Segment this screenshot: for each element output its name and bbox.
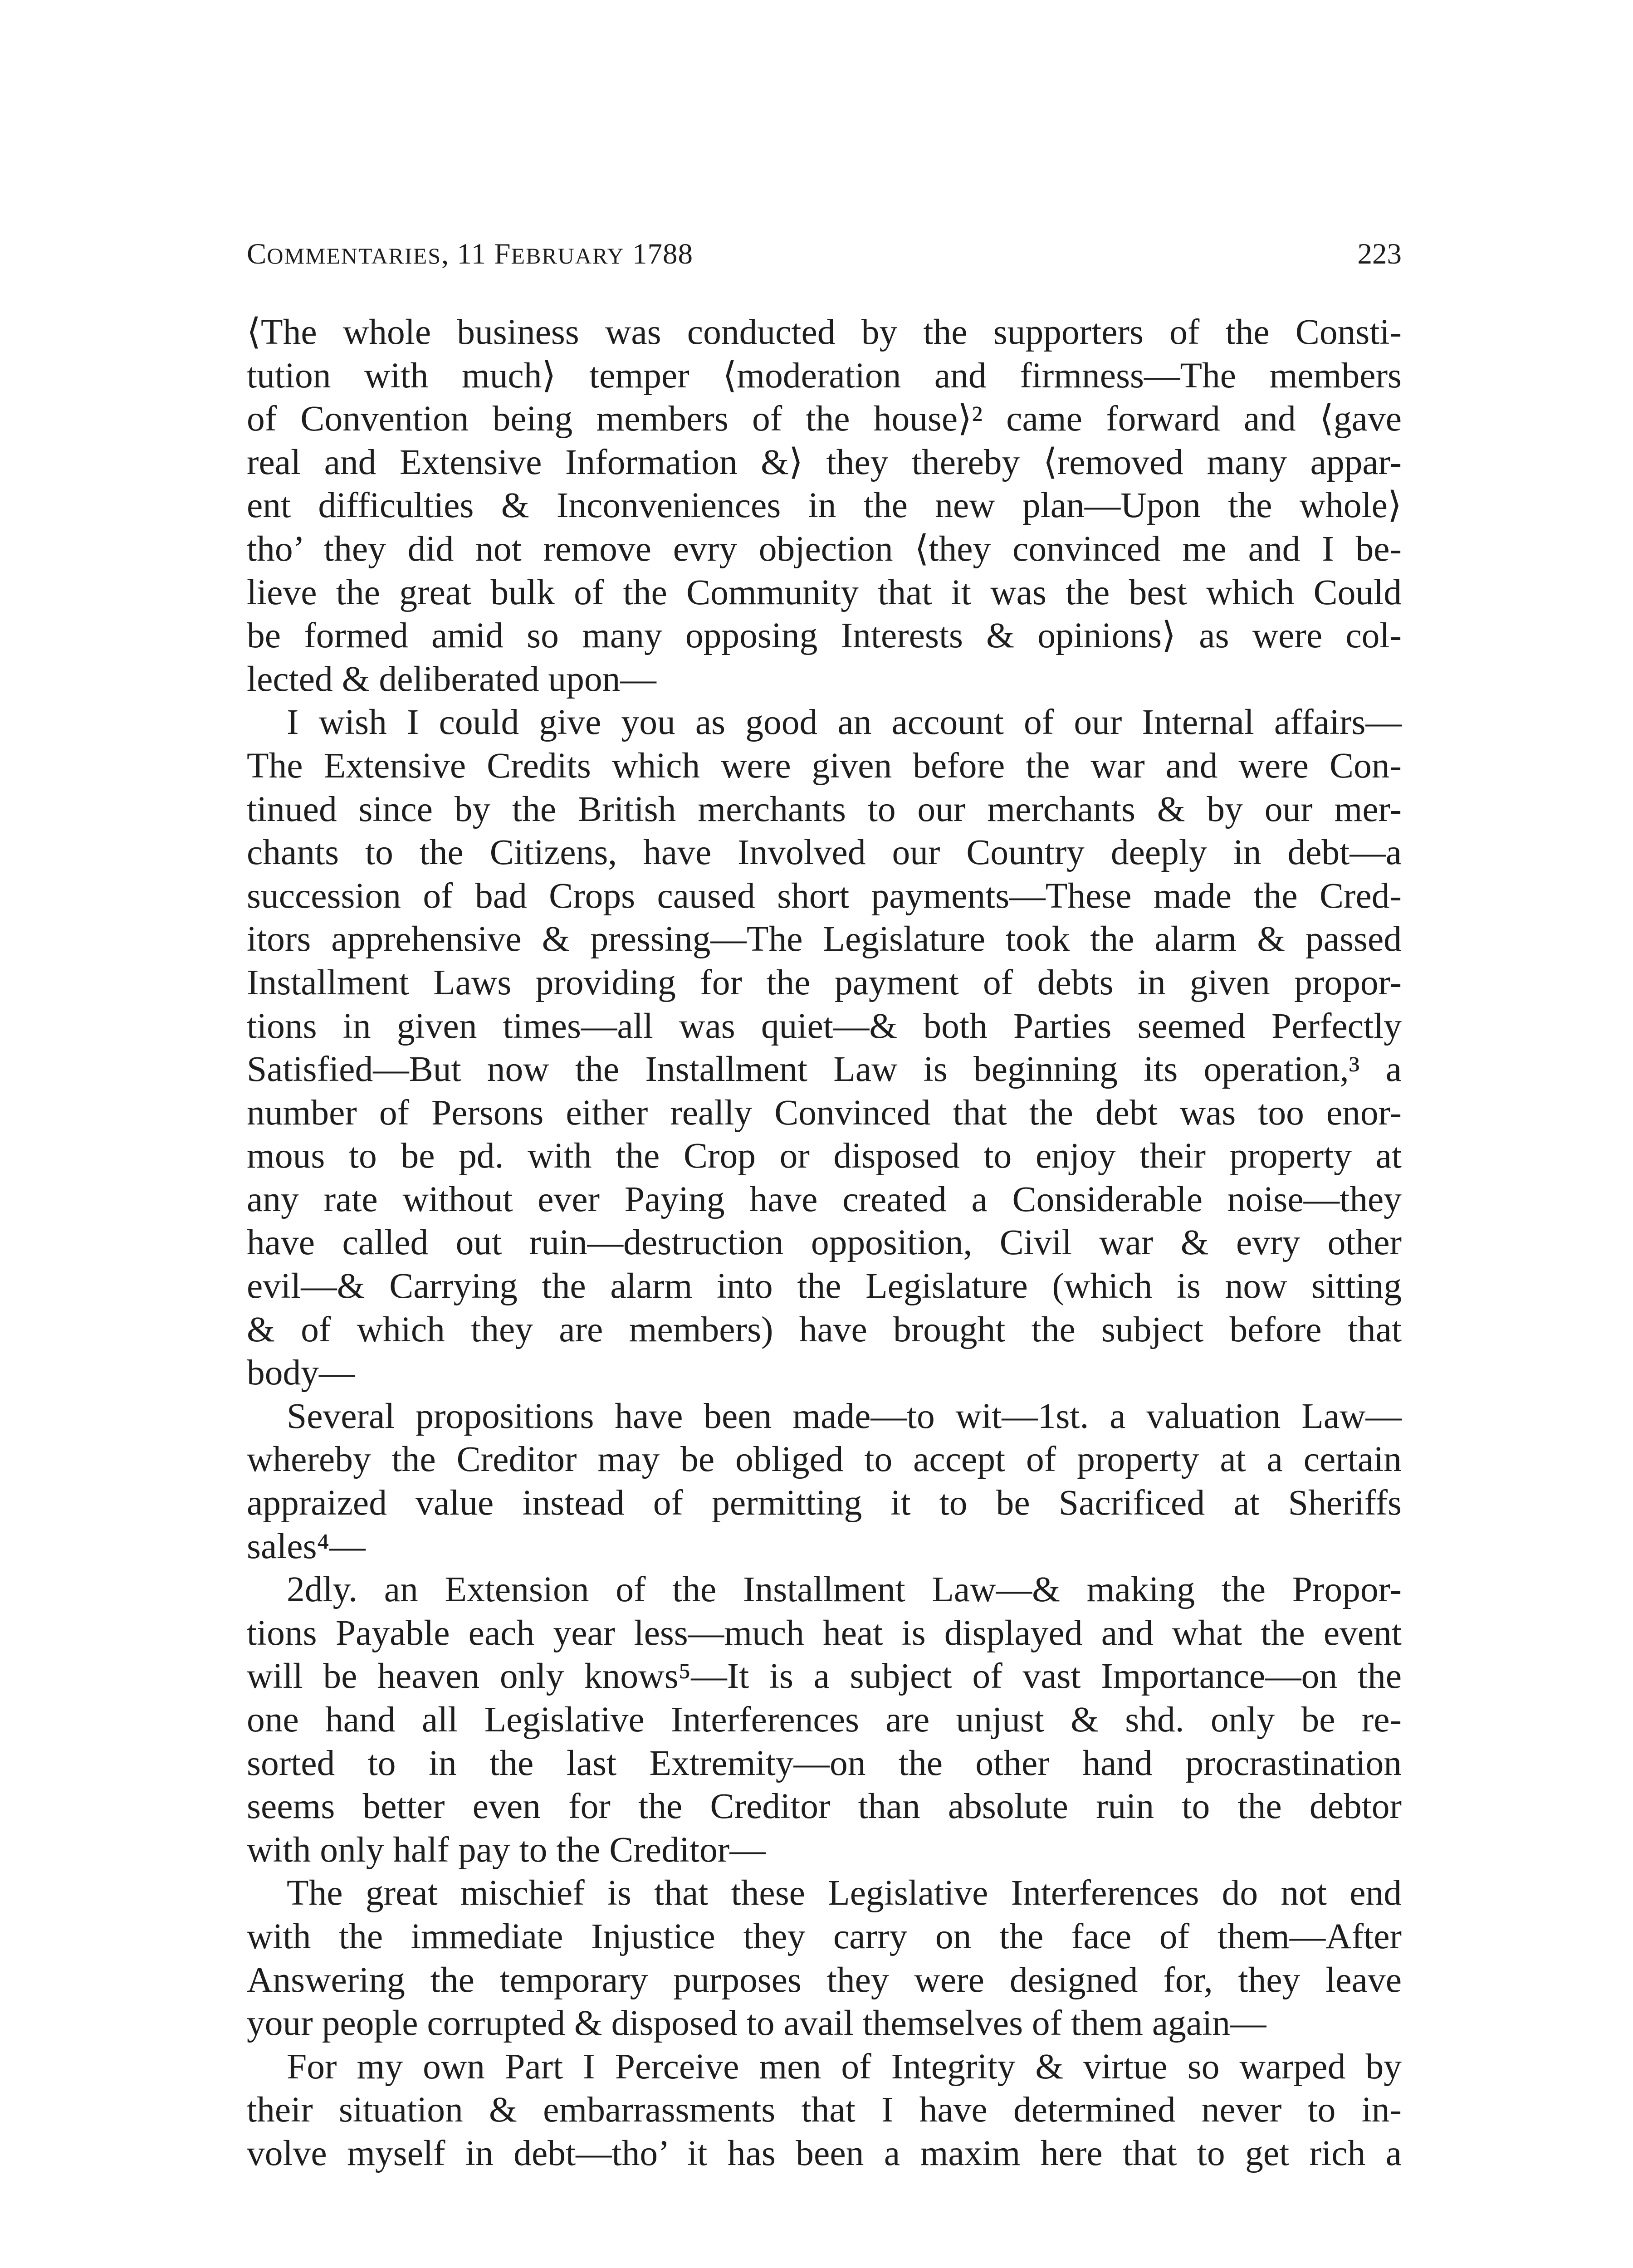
paragraph-internal-affairs bbox=[247, 701, 1402, 1395]
text-line: Installment Laws providing for the payment of debts in given propor- bbox=[247, 962, 1402, 1002]
text-line: of Convention being members of the house⟩² came forward and ⟨gave bbox=[247, 399, 1402, 439]
body-text bbox=[247, 311, 1402, 2175]
text-line: chants to the Citizens, have Involved our Country deeply in debt—a bbox=[247, 832, 1402, 873]
text-line: whereby the Creditor may be obliged to accept of property at a certain bbox=[247, 1439, 1402, 1480]
text-line: ⟨The whole business was conducted by the supporters of the Consti- bbox=[247, 312, 1402, 352]
text-line: tution with much⟩ temper ⟨moderation and firmness—The members bbox=[247, 355, 1402, 396]
text-line: appraized value instead of permitting it to be Sacrificed at Sheriffs bbox=[247, 1483, 1402, 1523]
text-line: with only half pay to the Creditor— bbox=[247, 1829, 766, 1870]
text-line: ent difficulties & Inconveniences in the new plan—Upon the whole⟩ bbox=[247, 485, 1402, 526]
page-number: 223 bbox=[1357, 238, 1402, 270]
running-header bbox=[247, 227, 1402, 281]
paragraph-installment-extension bbox=[247, 1568, 1402, 1872]
text-line: & of which they are members) have brought the subject before that bbox=[247, 1309, 1402, 1349]
text-line: 2dly. an Extension of the Installment Law—& making the Propor- bbox=[287, 1569, 1402, 1610]
text-line: Several propositions have been made—to wit—1st. a valuation Law— bbox=[287, 1396, 1402, 1436]
paragraph-propositions bbox=[247, 1395, 1402, 1568]
text-line: The great mischief is that these Legislative Interferences do not end bbox=[287, 1873, 1402, 1913]
text-line: volve myself in debt—tho’ it has been a maxim here that to get rich a bbox=[247, 2133, 1402, 2173]
text-line: For my own Part I Perceive men of Integrity & virtue so warped by bbox=[287, 2046, 1402, 2087]
text-line: tions in given times—all was quiet—& both Parties seemed Perfectly bbox=[247, 1006, 1402, 1046]
text-line: sales⁴— bbox=[247, 1526, 366, 1566]
text-line: their situation & embarrassments that I have determined never to in- bbox=[247, 2090, 1402, 2130]
text-line: will be heaven only knows⁵—It is a subject of vast Importance—on the bbox=[247, 1656, 1402, 1696]
text-line: body— bbox=[247, 1353, 355, 1393]
paragraph-own-part bbox=[247, 2045, 1402, 2175]
text-line: tho’ they did not remove evry objection ⟨they convinced me and I be- bbox=[247, 528, 1402, 569]
text-line: lieve the great bulk of the Community that it was the best which Could bbox=[247, 572, 1402, 612]
text-line: number of Persons either really Convinced that the debt was too enor- bbox=[247, 1092, 1402, 1133]
text-line: evil—& Carrying the alarm into the Legislature (which is now sitting bbox=[247, 1266, 1402, 1306]
text-line: Answering the temporary purposes they were designed for, they leave bbox=[247, 1960, 1402, 2000]
text-line: mous to be pd. with the Crop or disposed to enjoy their property at bbox=[247, 1136, 1402, 1176]
text-line: any rate without ever Paying have created a Considerable noise—they bbox=[247, 1179, 1402, 1219]
text-line: with the immediate Injustice they carry on the face of them—After bbox=[247, 1916, 1402, 1956]
text-line: lected & deliberated upon— bbox=[247, 659, 656, 699]
text-line: tinued since by the British merchants to our merchants & by our mer- bbox=[247, 789, 1402, 829]
text-line: have called out ruin—destruction opposition, Civil war & evry other bbox=[247, 1222, 1402, 1263]
text-line: seems better even for the Creditor than absolute ruin to the debtor bbox=[247, 1786, 1402, 1827]
text-line: real and Extensive Information &⟩ they thereby ⟨removed many appar- bbox=[247, 442, 1402, 482]
text-line: Satisfied—But now the Installment Law is beginning its operation,³ a bbox=[247, 1049, 1402, 1090]
text-line: your people corrupted & disposed to avail themselves of them again— bbox=[247, 2003, 1266, 2043]
text-line: itors apprehensive & pressing—The Legislature took the alarm & passed bbox=[247, 919, 1402, 959]
running-head-title: COMMENTARIES, 11 FEBRUARY 1788 bbox=[247, 238, 693, 270]
text-line: tions Payable each year less—much heat is displayed and what the event bbox=[247, 1613, 1402, 1653]
text-line: sorted to in the last Extremity—on the other hand procrastination bbox=[247, 1743, 1402, 1783]
paragraph-great-mischief bbox=[247, 1872, 1402, 2045]
text-line: I wish I could give you as good an account of our Internal affairs— bbox=[287, 702, 1402, 743]
text-line: The Extensive Credits which were given before the war and were Con- bbox=[247, 745, 1402, 786]
text-line: be formed amid so many opposing Interests & opinions⟩ as were col- bbox=[247, 616, 1402, 656]
paragraph-convention-proceedings bbox=[247, 311, 1402, 701]
text-line: succession of bad Crops caused short payments—These made the Cred- bbox=[247, 875, 1402, 916]
text-line: one hand all Legislative Interferences are unjust & shd. only be re- bbox=[247, 1700, 1402, 1740]
